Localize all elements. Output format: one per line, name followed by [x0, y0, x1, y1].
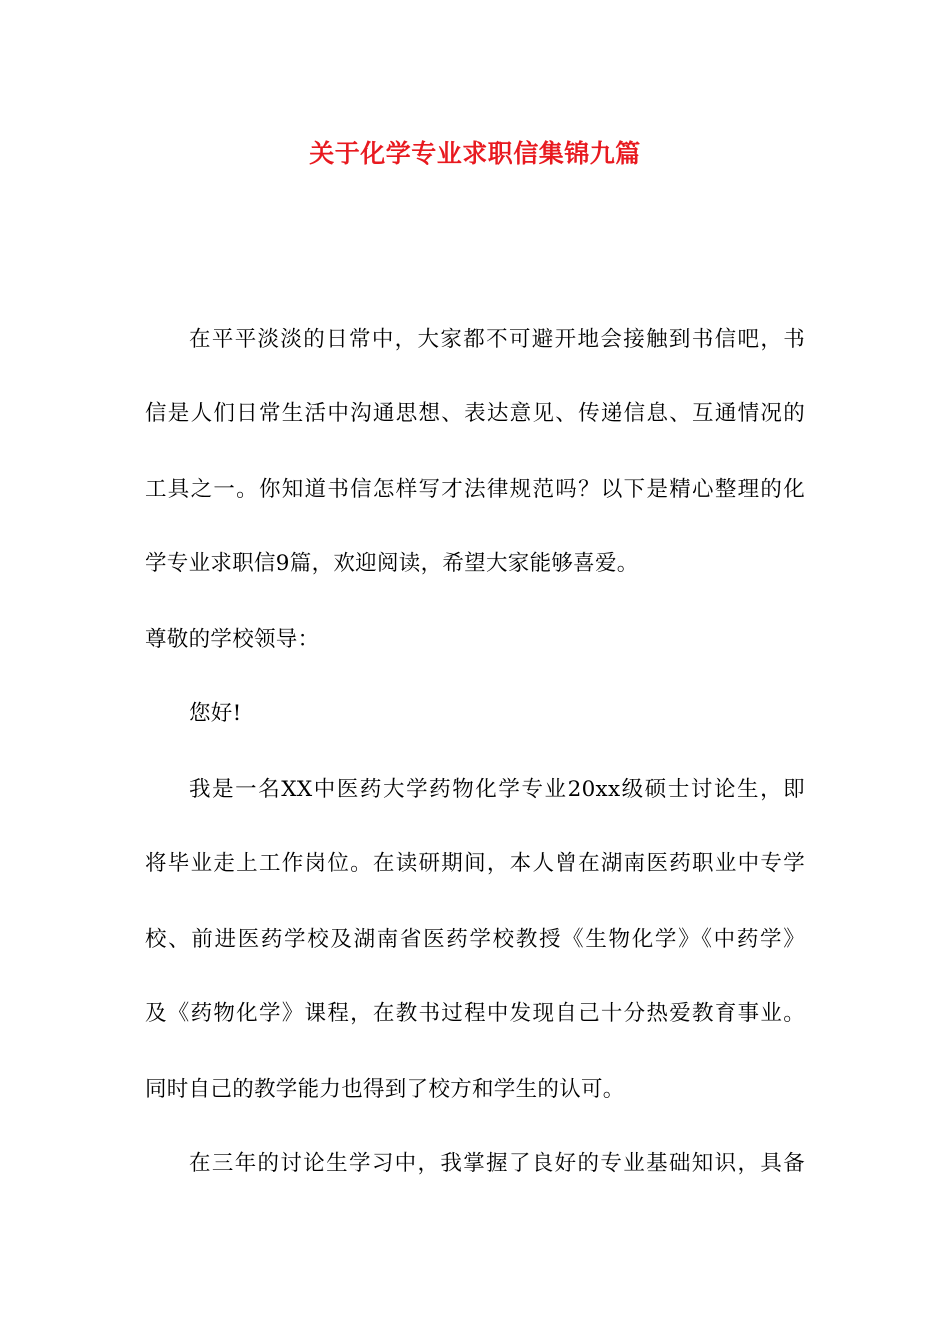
body-line: 学专业求职信9篇，欢迎阅读，希望大家能够喜爱。 [145, 551, 639, 576]
body-line: 将毕业走上工作岗位。在读研期间，本人曾在湖南医药职业中专学 [145, 851, 805, 876]
body-line: 信是人们日常生活中沟通思想、表达意见、传递信息、互通情况的 [145, 401, 805, 426]
document-title: 关于化学专业求职信集锦九篇 [309, 139, 641, 168]
body-line: 我是一名XX中医药大学药物化学专业20xx级硕士讨论生，即 [189, 777, 805, 802]
body-line: 同时自己的教学能力也得到了校方和学生的认可。 [145, 1077, 625, 1102]
body-line: 校、前进医药学校及湖南省医药学校教授《生物化学》《中药学》 [145, 927, 805, 952]
body-line: 在三年的讨论生学习中，我掌握了良好的专业基础知识，具备 [189, 1151, 805, 1176]
body-line: 在平平淡淡的日常中，大家都不可避开地会接触到书信吧，书 [189, 327, 805, 352]
body-line: 及《药物化学》课程，在教书过程中发现自己十分热爱教育事业。 [145, 1001, 805, 1026]
greeting: 您好! [189, 701, 242, 726]
body-line: 工具之一。你知道书信怎样写才法律规范吗？以下是精心整理的化 [145, 477, 805, 502]
salutation: 尊敬的学校领导： [145, 627, 320, 652]
